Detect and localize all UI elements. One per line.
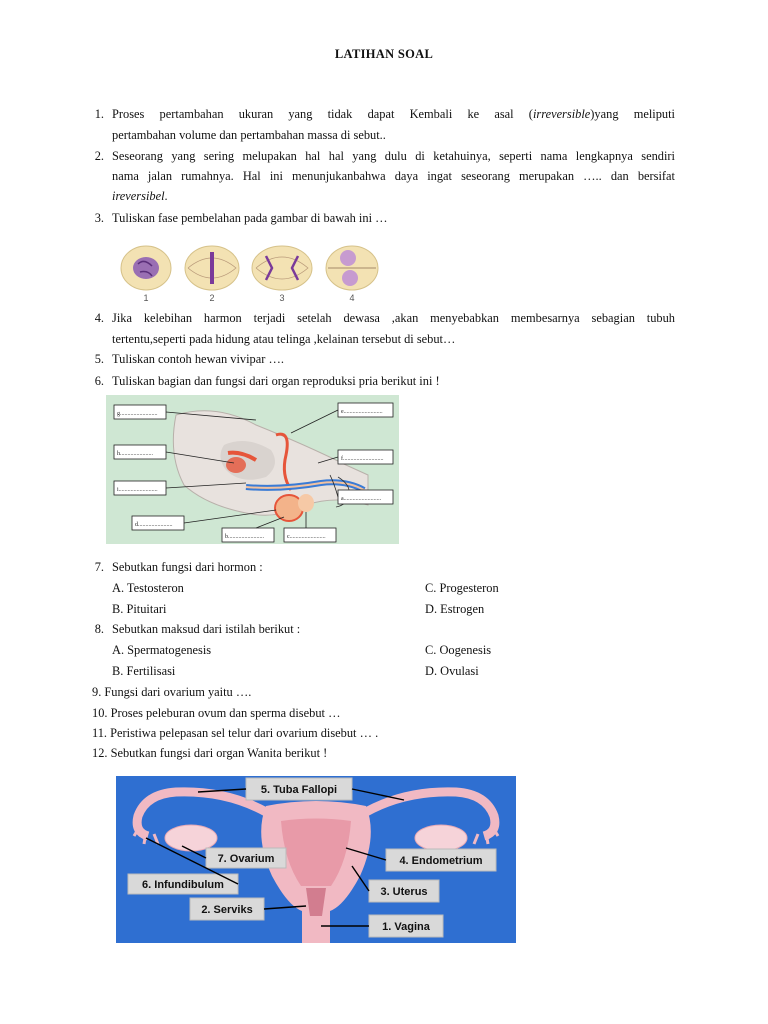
- label-infundibulum: 6. Infundibulum: [142, 879, 224, 891]
- label-c: c........................: [287, 534, 326, 540]
- q1-text-a: Proses pertambahan ukuran yang tidak dapat Kembali ke asal (: [112, 107, 533, 121]
- cell-label-2: 2: [209, 293, 215, 303]
- q7-option-a: A. Testosteron: [112, 581, 184, 595]
- q8-option-c: C. Oogenesis: [425, 643, 492, 657]
- q2-number: 2.: [94, 149, 104, 163]
- cell-label-1: 1: [143, 293, 149, 303]
- label-g: g.........................: [117, 411, 158, 417]
- cell-label-4: 4: [349, 293, 355, 303]
- cell-division-image: [116, 240, 382, 304]
- q8-option-d: D. Ovulasi: [425, 664, 479, 678]
- q2-line2: nama jalan rumahnya. Hal ini menunjukanbahwa daya ingat seseorang merupakan ….. dan bersifat: [112, 169, 675, 183]
- male-reproductive-diagram: [106, 395, 399, 544]
- q9-text: 9. Fungsi dari ovarium yaitu ….: [92, 685, 252, 699]
- q2-italic: ireversibel: [112, 189, 165, 203]
- q3-number: 3.: [94, 211, 104, 225]
- label-endometrium: 4. Endometrium: [399, 855, 483, 867]
- cell-1: [121, 246, 171, 290]
- q6-text: Tuliskan bagian dan fungsi dari organ reproduksi pria berikut ini !: [112, 374, 440, 388]
- q10-text: 10. Proses peleburan ovum dan sperma disebut …: [92, 706, 341, 720]
- page-title: LATIHAN SOAL: [334, 47, 434, 61]
- q8-number: 8.: [94, 622, 104, 636]
- q11-text: 11. Peristiwa pelepasan sel telur dari ovarium disebut … .: [92, 726, 379, 740]
- q8-option-a: A. Spermatogenesis: [112, 643, 212, 657]
- label-b: b........................: [225, 534, 264, 540]
- label-h: h......................: [117, 451, 153, 457]
- label-f: f...........................: [341, 456, 384, 462]
- q7-option-d: D. Estrogen: [425, 602, 485, 616]
- q8-option-b: B. Fertilisasi: [112, 664, 176, 678]
- q2-line1: Seseorang yang sering melupakan hal hal yang dulu di ketahuinya, seperti nama lengkapnya sendiri: [112, 149, 675, 163]
- label-ovarium: 7. Ovarium: [217, 853, 275, 865]
- q3-text: Tuliskan fase pembelahan pada gambar di bawah ini …: [112, 211, 388, 225]
- cell-4: [326, 246, 378, 290]
- label-d: d.......................: [135, 522, 173, 528]
- q6-number: 6.: [94, 374, 104, 388]
- label-serviks: 2. Serviks: [201, 904, 253, 916]
- q7-text: Sebutkan fungsi dari hormon :: [112, 560, 263, 574]
- q7-number: 7.: [94, 560, 104, 574]
- q1-italic: irreversible: [532, 107, 591, 121]
- q5-text: Tuliskan contoh hewan vivipar ….: [112, 352, 284, 366]
- q1-line2: pertambahan volume dan pertambahan massa di sebut..: [112, 128, 386, 142]
- q1-line1: [112, 107, 675, 122]
- q4-line1: Jika kelebihan harmon terjadi setelah dewasa ,akan menyebabkan membesarnya sebagian tubuh: [112, 311, 675, 325]
- label-i: i..........................: [117, 487, 158, 493]
- label-vagina: 1. Vagina: [382, 921, 430, 933]
- q1-number: 1.: [94, 107, 104, 121]
- female-reproductive-diagram: [116, 776, 516, 943]
- q2-line3: [112, 189, 168, 204]
- q12-text: 12. Sebutkan fungsi dari organ Wanita berikut !: [92, 746, 328, 760]
- label-e: e..........................: [341, 409, 383, 415]
- q2-period: .: [164, 189, 168, 203]
- label-tuba-fallopi: 5. Tuba Fallopi: [260, 784, 338, 796]
- q7-option-c: C. Progesteron: [425, 581, 499, 595]
- q4-line2: tertentu,seperti pada hidung atau telinga ,kelainan tersebut di sebut…: [112, 332, 456, 346]
- q1-text-b: )yang meliputi: [590, 107, 675, 121]
- q5-number: 5.: [94, 352, 104, 366]
- q4-number: 4.: [94, 311, 104, 325]
- q7-option-b: B. Pituitari: [112, 602, 167, 616]
- cell-label-3: 3: [279, 293, 285, 303]
- q8-text: Sebutkan maksud dari istilah berikut :: [112, 622, 301, 636]
- label-a: a.........................: [341, 496, 382, 502]
- cell-3: [252, 246, 312, 290]
- label-uterus: 3. Uterus: [380, 886, 428, 898]
- cell-2: [185, 246, 239, 290]
